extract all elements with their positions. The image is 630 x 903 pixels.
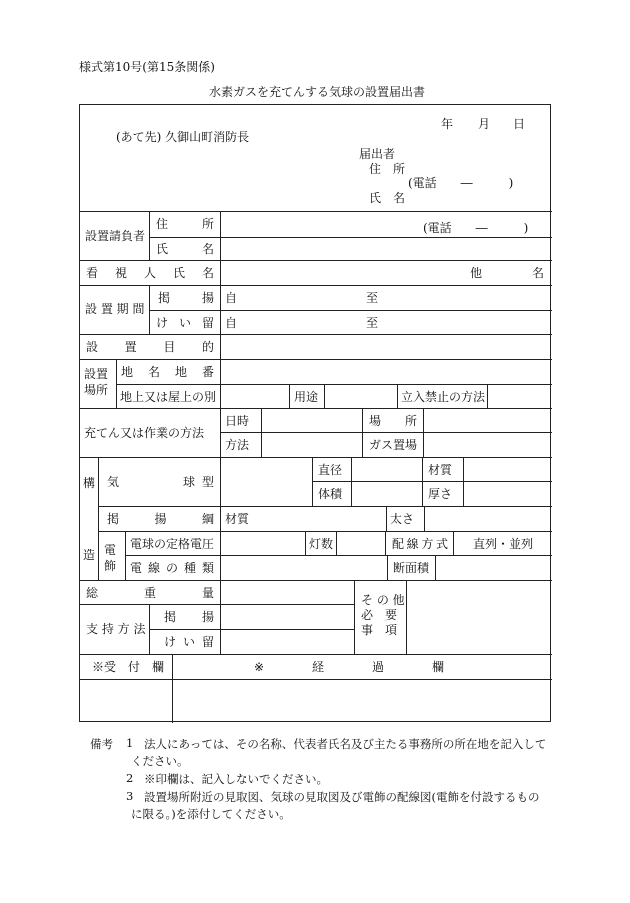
series-parallel-label: 直列・並列: [473, 537, 534, 551]
contractor-name-label: 氏 名: [156, 242, 214, 256]
period-label: 設 置 期 間: [85, 302, 145, 316]
note-1-line-1: 法人にあっては、その名称、代表者氏名及び主たる事務所の所在地を記入して: [144, 737, 547, 751]
support-moor-label: け い 留: [164, 635, 214, 649]
no-entry-method-label: 立入禁止の方法: [401, 390, 486, 404]
volume-label: 体積: [318, 487, 343, 501]
notes-label: 備考: [90, 737, 113, 751]
filling-datetime-label: 日時: [225, 414, 250, 428]
wiring-method-label: 配 線 方 式: [392, 537, 448, 551]
purpose-label: 設 置 目 的: [86, 340, 214, 354]
diameter-label: 直径: [318, 463, 343, 477]
rope-material-label: 材質: [225, 512, 250, 526]
watcher-others-label: 他 名: [470, 266, 544, 280]
location-label-2: 場所: [84, 383, 109, 397]
period-moor-from: 自: [225, 316, 238, 330]
balloon-type-label: 気 球 型: [107, 475, 214, 489]
structure-label-top: 構: [83, 476, 96, 490]
material-label: 材質: [428, 463, 453, 477]
wire-type-label: 電 線 の 種 類: [130, 561, 214, 575]
gas-storage-label: ガス置場: [369, 438, 418, 452]
period-raise-label: 掲 揚: [158, 291, 214, 305]
note-2-number: 2: [126, 771, 134, 785]
location-label-1: 設置: [84, 367, 109, 381]
ground-or-roof-label: 地上又は屋上の別: [120, 390, 217, 404]
notifier-phone-label: (電話 ― ): [408, 176, 514, 190]
date-month: 月: [478, 117, 491, 131]
total-weight-label: 総 重 量: [86, 586, 214, 600]
rope-label: 掲 揚 綱: [107, 512, 214, 526]
date-year: 年: [441, 117, 454, 131]
support-method-label: 支 持 方 法: [86, 622, 146, 636]
decoration-label-1: 電: [104, 543, 117, 557]
period-moor-to: 至: [366, 316, 379, 330]
addressee: (あて先) 久御山町消防長: [116, 130, 250, 144]
location-address-label: 地 名 地 番: [121, 365, 214, 379]
period-raise-to: 至: [366, 291, 379, 305]
form-title: 水素ガスを充てんする気球の設置届出書: [209, 85, 426, 99]
notifier-address-label: 住 所: [369, 162, 406, 176]
other-items-label-1: そ の 他: [361, 593, 405, 607]
notifier-name-label: 氏 名: [369, 191, 406, 205]
other-items-label-3: 事 項: [361, 623, 398, 637]
contractor-address-label: 住 所: [156, 217, 214, 231]
other-items-label-2: 必 要: [361, 608, 398, 622]
date-day: 日: [513, 117, 526, 131]
note-2-line-1: ※印欄は、記入しないでください。: [144, 772, 328, 786]
cross-section-label: 断面積: [393, 561, 430, 575]
contractor-phone: (電話 ― ): [423, 221, 529, 235]
period-moor-label: け い 留: [156, 316, 214, 330]
structure-label-bottom: 造: [83, 548, 96, 562]
support-raise-label: 掲 揚: [164, 610, 214, 624]
notifier-label: 届出者: [359, 147, 396, 161]
form-table: [79, 104, 551, 722]
rated-voltage-label: 電球の定格電圧: [130, 537, 215, 551]
lamp-count-label: 灯数: [309, 537, 334, 551]
period-raise-from: 自: [225, 291, 238, 305]
filling-method-sub-label: 方法: [225, 438, 250, 452]
form-number: 様式第10号(第15条関係): [79, 60, 215, 74]
decoration-label-2: 飾: [104, 559, 117, 573]
progress-column-label: ※ 経 過 欄: [254, 660, 444, 674]
watcher-name-label: 看 視 人 氏 名: [86, 266, 214, 280]
use-label: 用途: [294, 390, 319, 404]
note-3-number: 3: [126, 789, 134, 803]
note-3-line-2: に限る。)を添付してください。: [131, 807, 291, 821]
thickness-label: 厚さ: [428, 487, 453, 501]
receipt-column-label: ※受 付 欄: [92, 660, 165, 674]
rope-thickness-label: 太さ: [390, 512, 415, 526]
filling-method-label: 充てん又は作業の方法: [84, 426, 205, 440]
note-1-line-2: ください。: [131, 754, 189, 768]
note-3-line-1: 設置場所附近の見取図、気球の見取図及び電飾の配線図(電飾を付設するもの: [144, 790, 540, 804]
filling-place-label: 場 所: [369, 414, 417, 428]
note-1-number: 1: [126, 736, 134, 750]
contractor-label: 設置請負者: [85, 229, 146, 243]
